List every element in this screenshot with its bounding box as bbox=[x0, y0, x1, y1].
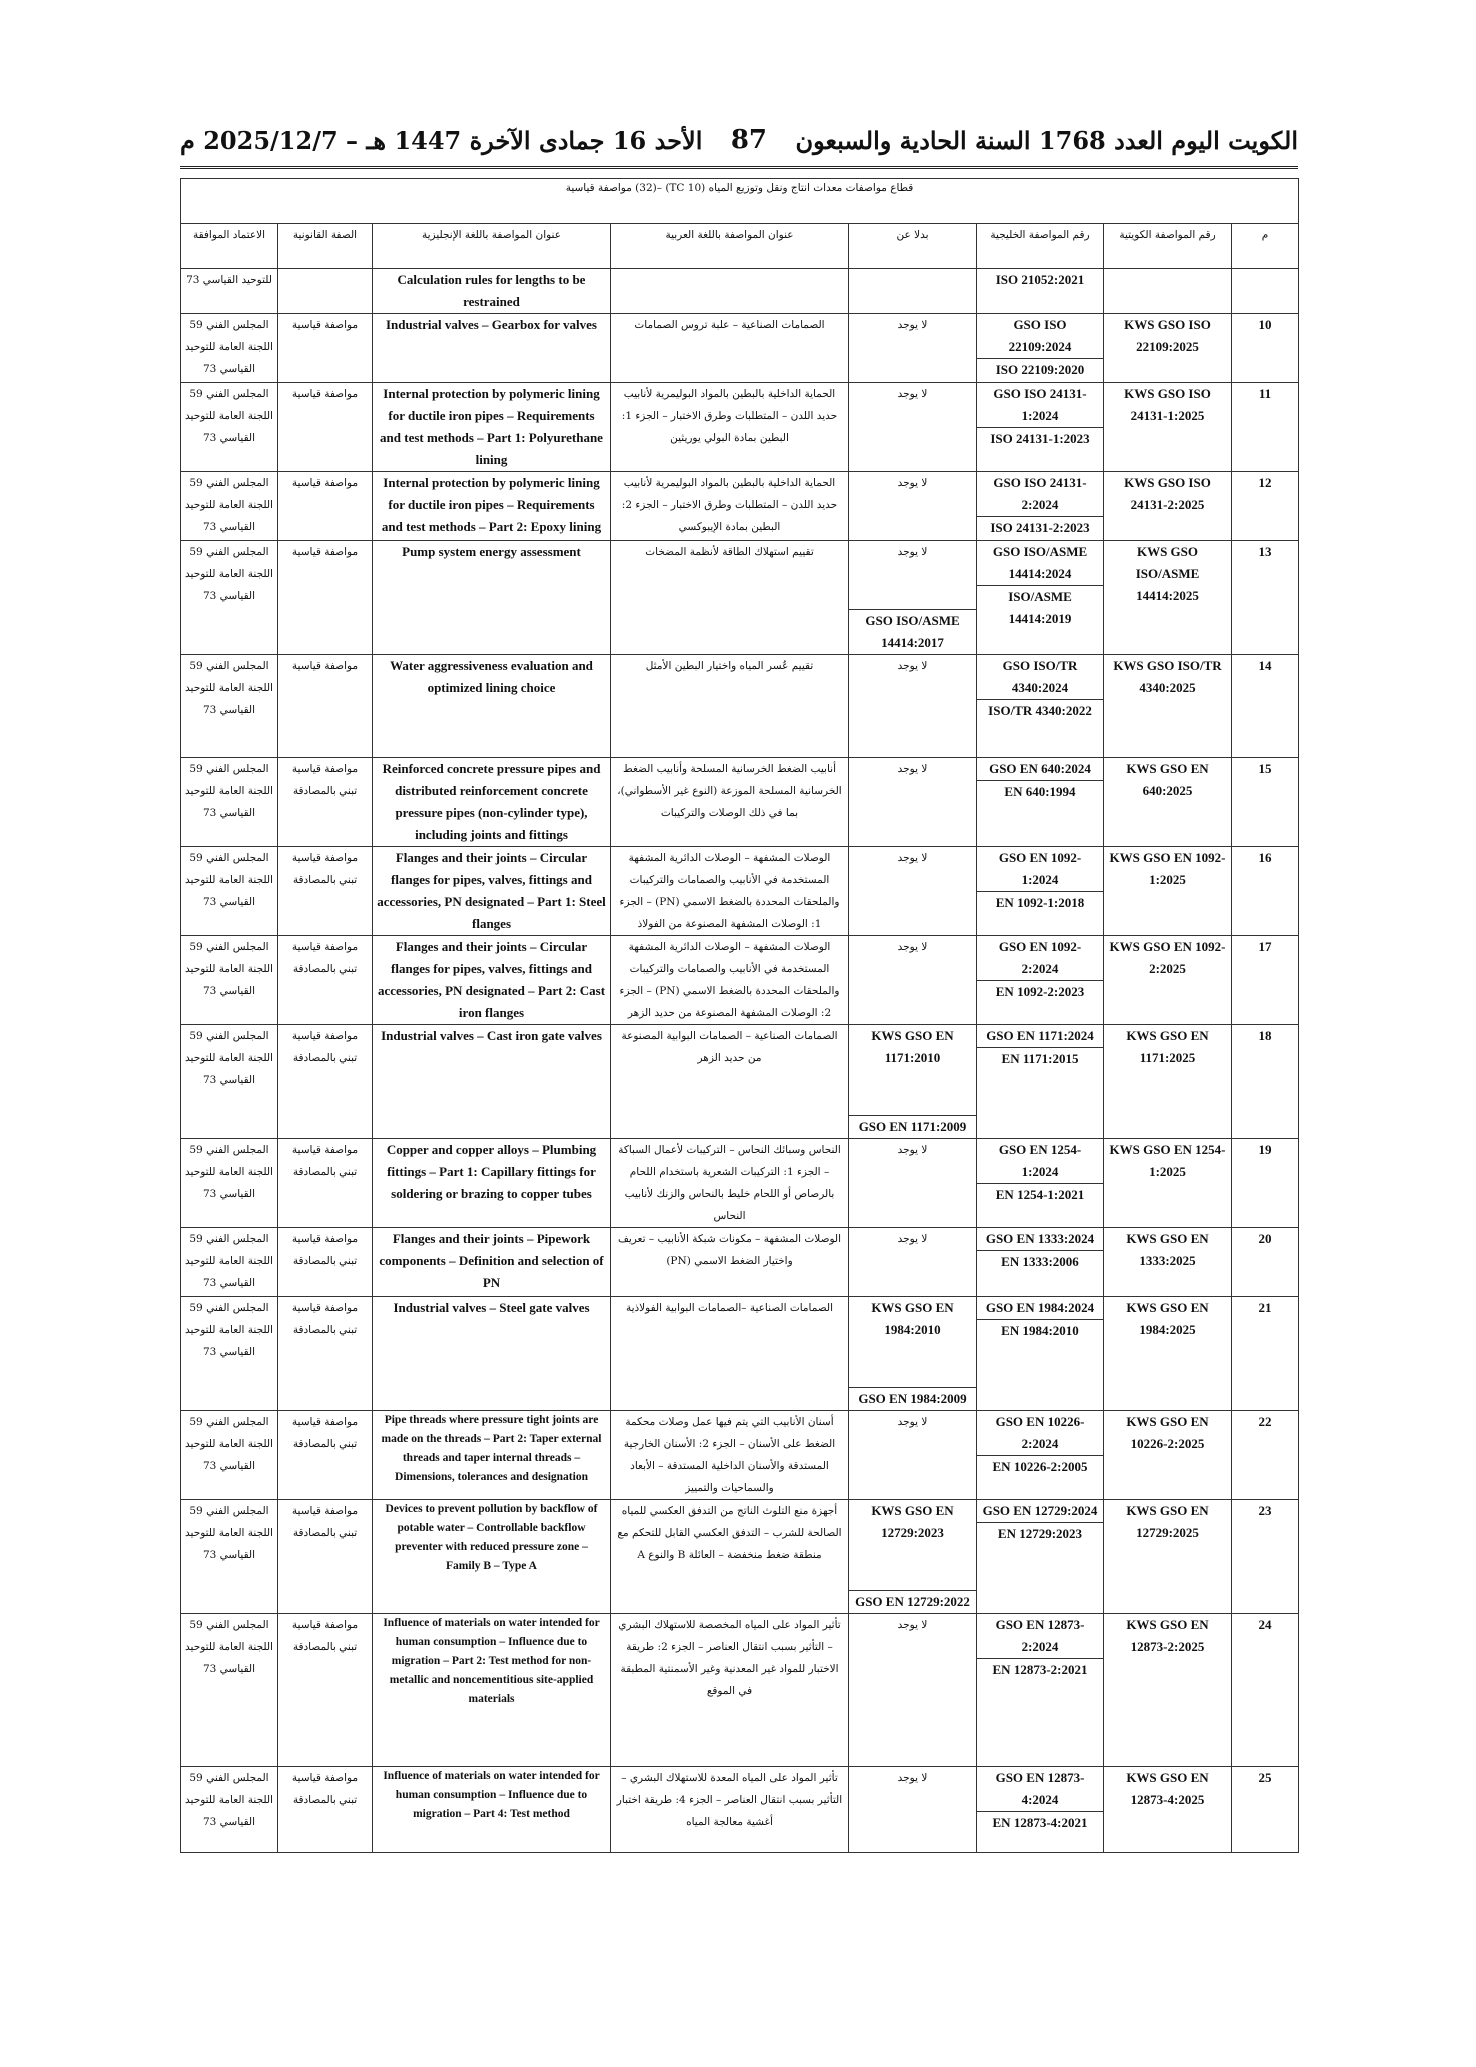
row-number: 17 bbox=[1232, 936, 1299, 1025]
replaces-item: لا يوجد bbox=[897, 1144, 928, 1156]
table-row bbox=[181, 383, 1299, 472]
legal-status: مواصفة قياسية تبني بالمصادقة bbox=[278, 847, 373, 936]
replaces-item: لا يوجد bbox=[897, 660, 928, 672]
replaces-item: لا يوجد bbox=[897, 388, 928, 400]
english-title: Reinforced concrete pressure pipes and distributed reinforcement concrete pressure pipes (non-cylinder type), including joints and fittings bbox=[373, 758, 611, 847]
arabic-title: أنابيب الضغط الخرسانية المسلحة وأنابيب الضغط الخرسانية المسلحة الموزعة (النوع غير الأسطواني)، بما في ذلك الوصلات والتركيبات bbox=[611, 758, 849, 847]
standards-table bbox=[180, 178, 1299, 1853]
col-header-ar-title: عنوان المواصفة باللغة العربية bbox=[611, 224, 849, 269]
gso-number-item: EN 1171:2015 bbox=[977, 1047, 1103, 1070]
row-number: 22 bbox=[1232, 1411, 1299, 1500]
arabic-title: تأثير المواد على المياه المخصصة للاستهلاك البشري – التأثير بسبب انتقال العناصر – الجزء 2: طريقة الاختبار للمواد غير المعدنية وغير الأسمنتية المطبقة في الموقع bbox=[611, 1614, 849, 1767]
header-rule bbox=[180, 166, 1298, 169]
table-row bbox=[181, 1297, 1299, 1411]
row-number: 10 bbox=[1232, 314, 1299, 383]
approval-body: للتوحيد القياسي 73 bbox=[181, 269, 278, 314]
col-header-en-title: عنوان المواصفة باللغة الإنجليزية bbox=[373, 224, 611, 269]
legal-status: مواصفة قياسية bbox=[278, 383, 373, 472]
gso-number-item: GSO EN 1092-2:2024 bbox=[998, 939, 1082, 976]
gso-number-item: GSO EN 1092-1:2024 bbox=[998, 850, 1082, 887]
replaces-value bbox=[849, 1767, 977, 1853]
legal-status bbox=[278, 269, 373, 314]
row-number: 13 bbox=[1232, 541, 1299, 655]
row-number: 19 bbox=[1232, 1139, 1299, 1228]
kws-number: KWS GSO ISO 24131-2:2025 bbox=[1104, 472, 1232, 541]
gso-number bbox=[977, 1614, 1104, 1767]
arabic-title: أسنان الأنابيب التي يتم فيها عمل وصلات محكمة الضغط على الأسنان – الجزء 2: الأسنان الخارجية المستدقة والأسنان الداخلية المستدقة – الأبعاد والسماحيات والتمييز bbox=[611, 1411, 849, 1500]
table-row bbox=[181, 1614, 1299, 1767]
english-title: Devices to prevent pollution by backflow of potable water – Controllable backflow preventer with reduced pressure zone – Family B – Type A bbox=[373, 1500, 611, 1614]
replaces-item: GSO EN 12729:2022 bbox=[849, 1590, 976, 1613]
approval-body: المجلس الفني 59 اللجنة العامة للتوحيد القياسي 73 bbox=[181, 655, 278, 758]
gso-number bbox=[977, 1228, 1104, 1297]
approval-body: المجلس الفني 59 اللجنة العامة للتوحيد القياسي 73 bbox=[181, 383, 278, 472]
english-title: Internal protection by polymeric lining for ductile iron pipes – Requirements and test methods – Part 2: Epoxy lining bbox=[373, 472, 611, 541]
arabic-title: الصمامات الصناعية – الصمامات البوابية المصنوعة من حديد الزهر bbox=[611, 1025, 849, 1139]
english-title: Internal protection by polymeric lining for ductile iron pipes – Requirements and test methods – Part 1: Polyurethane lining bbox=[373, 383, 611, 472]
gso-number-item: EN 12729:2023 bbox=[977, 1522, 1103, 1545]
legal-status: مواصفة قياسية bbox=[278, 541, 373, 655]
arabic-title: الوصلات المشفهة – الوصلات الدائرية المشفهة المستخدمة في الأنابيب والصمامات والتركيبات والملحقات المحددة بالضغط الاسمي (PN) – الجزء 2: الوصلات المشفهة المصنوعة من حديد الزهر bbox=[611, 936, 849, 1025]
kws-number: KWS GSO EN 1171:2025 bbox=[1104, 1025, 1232, 1139]
kws-number: KWS GSO EN 1254-1:2025 bbox=[1104, 1139, 1232, 1228]
approval-body: المجلس الفني 59 اللجنة العامة للتوحيد القياسي 73 bbox=[181, 936, 278, 1025]
row-number: 21 bbox=[1232, 1297, 1299, 1411]
row-number: 15 bbox=[1232, 758, 1299, 847]
gso-number-item: GSO EN 1333:2024 bbox=[985, 1231, 1095, 1246]
approval-body: المجلس الفني 59 اللجنة العامة للتوحيد القياسي 73 bbox=[181, 1767, 278, 1853]
col-header-approval: الاعتماد الموافقة bbox=[181, 224, 278, 269]
kws-number: KWS GSO ISO 24131-1:2025 bbox=[1104, 383, 1232, 472]
replaces-item: لا يوجد bbox=[897, 546, 928, 558]
gso-number-item: EN 1254-1:2021 bbox=[977, 1183, 1103, 1206]
gso-number-item: EN 640:1994 bbox=[977, 780, 1103, 803]
replaces-value bbox=[849, 758, 977, 847]
kws-number: KWS GSO ISO/ASME 14414:2025 bbox=[1104, 541, 1232, 655]
col-header-replaces: بدلا عن bbox=[849, 224, 977, 269]
replaces-item: KWS GSO EN 1984:2010 bbox=[871, 1300, 954, 1337]
row-number: 11 bbox=[1232, 383, 1299, 472]
replaces-value bbox=[849, 1614, 977, 1767]
replaces-item: GSO ISO/ASME 14414:2017 bbox=[849, 609, 976, 654]
legal-status: مواصفة قياسية تبني بالمصادقة bbox=[278, 758, 373, 847]
replaces-item: لا يوجد bbox=[897, 477, 928, 489]
gso-number-item: GSO EN 640:2024 bbox=[989, 761, 1091, 776]
replaces-value bbox=[849, 847, 977, 936]
arabic-title: الحماية الداخلية بالبطين بالمواد البوليمرية لأنابيب حديد اللدن – المتطلبات وطرق الاختبار – الجزء 1: البطين بمادة البولي يوريثين bbox=[611, 383, 849, 472]
english-title: Pipe threads where pressure tight joints are made on the threads – Part 2: Taper external threads and taper internal threads – Dimensions, tolerances and designation bbox=[373, 1411, 611, 1500]
row-number: 18 bbox=[1232, 1025, 1299, 1139]
english-title: Industrial valves – Cast iron gate valves bbox=[373, 1025, 611, 1139]
kws-number: KWS GSO EN 1092-1:2025 bbox=[1104, 847, 1232, 936]
approval-body: المجلس الفني 59 اللجنة العامة للتوحيد القياسي 73 bbox=[181, 1139, 278, 1228]
replaces-item: GSO EN 1171:2009 bbox=[849, 1115, 976, 1138]
gso-number bbox=[977, 655, 1104, 758]
arabic-title: أجهزة منع التلوث الناتج من التدفق العكسي للمياه الصالحة للشرب – التدفق العكسي القابل للتحكم مع منطقة ضغط منخفضة – العائلة B والنوع A bbox=[611, 1500, 849, 1614]
arabic-title bbox=[611, 269, 849, 314]
replaces-item: لا يوجد bbox=[897, 1416, 928, 1428]
gso-number bbox=[977, 1411, 1104, 1500]
kws-number: KWS GSO EN 10226-2:2025 bbox=[1104, 1411, 1232, 1500]
gso-number bbox=[977, 1297, 1104, 1411]
gso-number-item: GSO EN 12729:2024 bbox=[982, 1503, 1098, 1518]
arabic-title: تأثير المواد على المياه المعدة للاستهلاك البشري – التأثير بسبب انتقال العناصر – الجزء 4: طريقة اختبار أغشية معالجة المياه bbox=[611, 1767, 849, 1853]
gso-number-item: GSO EN 12873-2:2024 bbox=[995, 1617, 1085, 1654]
col-header-gso: رقم المواصفة الخليجية bbox=[977, 224, 1104, 269]
approval-body: المجلس الفني 59 اللجنة العامة للتوحيد القياسي 73 bbox=[181, 1500, 278, 1614]
arabic-title: الوصلات المشفهة – الوصلات الدائرية المشفهة المستخدمة في الأنابيب والصمامات والتركيبات والملحقات المحددة بالضغط الاسمي (PN) – الجزء 1: الوصلات المشفهة المصنوعة من الفولاذ bbox=[611, 847, 849, 936]
row-number: 23 bbox=[1232, 1500, 1299, 1614]
kws-number: KWS GSO ISO 22109:2025 bbox=[1104, 314, 1232, 383]
legal-status: مواصفة قياسية تبني بالمصادقة bbox=[278, 1025, 373, 1139]
table-row bbox=[181, 1767, 1299, 1853]
row-number: 25 bbox=[1232, 1767, 1299, 1853]
english-title: Influence of materials on water intended for human consumption – Influence due to migration – Part 4: Test method bbox=[373, 1767, 611, 1853]
english-title: Influence of materials on water intended for human consumption – Influence due to migration – Part 2: Test method for non-metallic and noncementitious site-applied materials bbox=[373, 1614, 611, 1767]
gso-number-item: ISO/TR 4340:2022 bbox=[977, 699, 1103, 722]
gso-number-item: ISO/ASME 14414:2019 bbox=[977, 585, 1103, 630]
legal-status: مواصفة قياسية تبني بالمصادقة bbox=[278, 1614, 373, 1767]
english-title: Copper and copper alloys – Plumbing fittings – Part 1: Capillary fittings for soldering or brazing to copper tubes bbox=[373, 1139, 611, 1228]
gso-number-item: GSO ISO 22109:2024 bbox=[1008, 317, 1072, 354]
gso-number bbox=[977, 541, 1104, 655]
legal-status: مواصفة قياسية bbox=[278, 655, 373, 758]
replaces-item: لا يوجد bbox=[897, 1772, 928, 1784]
replaces-value bbox=[849, 1139, 977, 1228]
approval-body: المجلس الفني 59 اللجنة العامة للتوحيد القياسي 73 bbox=[181, 1297, 278, 1411]
replaces-item: لا يوجد bbox=[897, 1619, 928, 1631]
replaces-item: لا يوجد bbox=[897, 763, 928, 775]
gso-number bbox=[977, 1025, 1104, 1139]
table-row bbox=[181, 758, 1299, 847]
approval-body: المجلس الفني 59 اللجنة العامة للتوحيد القياسي 73 bbox=[181, 1614, 278, 1767]
page-header bbox=[180, 120, 1298, 160]
table-row bbox=[181, 1139, 1299, 1228]
replaces-value bbox=[849, 1297, 977, 1411]
table-row bbox=[181, 269, 1299, 314]
gso-number-item: GSO ISO 24131-2:2024 bbox=[993, 475, 1087, 512]
replaces-item: لا يوجد bbox=[897, 852, 928, 864]
col-header-legal: الصفة القانونية bbox=[278, 224, 373, 269]
gso-number-item: GSO EN 1984:2024 bbox=[985, 1300, 1095, 1315]
kws-number: KWS GSO ISO/TR 4340:2025 bbox=[1104, 655, 1232, 758]
replaces-value bbox=[849, 472, 977, 541]
replaces-item: لا يوجد bbox=[897, 319, 928, 331]
approval-body: المجلس الفني 59 اللجنة العامة للتوحيد القياسي 73 bbox=[181, 1228, 278, 1297]
table-row bbox=[181, 1228, 1299, 1297]
legal-status: مواصفة قياسية تبني بالمصادقة bbox=[278, 1139, 373, 1228]
arabic-title: الصمامات الصناعية –الصمامات البوابية الفولاذية bbox=[611, 1297, 849, 1411]
kws-number: KWS GSO EN 1092-2:2025 bbox=[1104, 936, 1232, 1025]
approval-body: المجلس الفني 59 اللجنة العامة للتوحيد القياسي 73 bbox=[181, 1025, 278, 1139]
table-row bbox=[181, 472, 1299, 541]
arabic-title: النحاس وسبائك النحاس – التركيبات لأعمال السباكة – الجزء 1: التركيبات الشعرية باستخدام اللحام بالرصاص أو اللحام خليط بالنحاس والزنك لأنابيب النحاس bbox=[611, 1139, 849, 1228]
gso-number-item: EN 1092-2:2023 bbox=[977, 980, 1103, 1003]
approval-body: المجلس الفني 59 اللجنة العامة للتوحيد القياسي 73 bbox=[181, 541, 278, 655]
english-title: Flanges and their joints – Circular flanges for pipes, valves, fittings and accessories, PN designated – Part 2: Cast iron flanges bbox=[373, 936, 611, 1025]
replaces-value bbox=[849, 936, 977, 1025]
table-row bbox=[181, 1025, 1299, 1139]
gso-number-item: EN 1333:2006 bbox=[977, 1250, 1103, 1273]
header-issue: الكويت اليوم العدد 1768 السنة الحادية والسبعون bbox=[795, 125, 1298, 155]
gso-number bbox=[977, 936, 1104, 1025]
arabic-title: الصمامات الصناعية – علبة تروس الصمامات bbox=[611, 314, 849, 383]
gso-number bbox=[977, 1139, 1104, 1228]
table-row bbox=[181, 655, 1299, 758]
row-number bbox=[1232, 269, 1299, 314]
english-title: Flanges and their joints – Circular flanges for pipes, valves, fittings and accessories, PN designated – Part 1: Steel flanges bbox=[373, 847, 611, 936]
row-number: 24 bbox=[1232, 1614, 1299, 1767]
gso-number bbox=[977, 314, 1104, 383]
arabic-title: تقييم استهلاك الطاقة لأنظمة المضخات bbox=[611, 541, 849, 655]
gso-number-item: ISO 24131-1:2023 bbox=[977, 427, 1103, 450]
kws-number bbox=[1104, 269, 1232, 314]
replaces-item: KWS GSO EN 1171:2010 bbox=[871, 1028, 954, 1065]
gso-number bbox=[977, 847, 1104, 936]
gso-number bbox=[977, 1500, 1104, 1614]
kws-number: KWS GSO EN 640:2025 bbox=[1104, 758, 1232, 847]
table-header-row bbox=[181, 224, 1299, 269]
table-row bbox=[181, 1411, 1299, 1500]
legal-status: مواصفة قياسية bbox=[278, 314, 373, 383]
replaces-item: KWS GSO EN 12729:2023 bbox=[871, 1503, 954, 1540]
col-header-m: م bbox=[1232, 224, 1299, 269]
page-number: 87 bbox=[730, 125, 768, 155]
table-row bbox=[181, 541, 1299, 655]
table-row bbox=[181, 1500, 1299, 1614]
kws-number: KWS GSO EN 1333:2025 bbox=[1104, 1228, 1232, 1297]
table-row bbox=[181, 314, 1299, 383]
gso-number bbox=[977, 1767, 1104, 1853]
gso-number-item: GSO ISO 24131-1:2024 bbox=[993, 386, 1087, 423]
approval-body: المجلس الفني 59 اللجنة العامة للتوحيد القياسي 73 bbox=[181, 314, 278, 383]
replaces-value bbox=[849, 1228, 977, 1297]
legal-status: مواصفة قياسية تبني بالمصادقة bbox=[278, 936, 373, 1025]
approval-body: المجلس الفني 59 اللجنة العامة للتوحيد القياسي 73 bbox=[181, 1411, 278, 1500]
arabic-title: تقييم عُسر المياه واختيار البطين الأمثل bbox=[611, 655, 849, 758]
english-title: Water aggressiveness evaluation and optimized lining choice bbox=[373, 655, 611, 758]
gso-number-item: ISO 24131-2:2023 bbox=[977, 516, 1103, 539]
gso-number-item: GSO EN 1171:2024 bbox=[986, 1028, 1094, 1043]
replaces-item: لا يوجد bbox=[897, 941, 928, 953]
gso-number-item: GSO EN 10226-2:2024 bbox=[995, 1414, 1085, 1451]
gso-number bbox=[977, 269, 1104, 314]
english-title: Calculation rules for lengths to be restrained bbox=[373, 269, 611, 314]
table-row bbox=[181, 936, 1299, 1025]
replaces-value bbox=[849, 1411, 977, 1500]
gso-number-item: GSO EN 1254-1:2024 bbox=[998, 1142, 1082, 1179]
kws-number: KWS GSO EN 1984:2025 bbox=[1104, 1297, 1232, 1411]
kws-number: KWS GSO EN 12873-2:2025 bbox=[1104, 1614, 1232, 1767]
kws-number: KWS GSO EN 12729:2025 bbox=[1104, 1500, 1232, 1614]
gso-number-item: ISO 22109:2020 bbox=[977, 358, 1103, 381]
gso-number-item: GSO ISO/TR 4340:2024 bbox=[1002, 658, 1078, 695]
gso-number-item: GSO EN 12873-4:2024 bbox=[995, 1770, 1085, 1807]
row-number: 14 bbox=[1232, 655, 1299, 758]
row-number: 16 bbox=[1232, 847, 1299, 936]
kws-number: KWS GSO EN 12873-4:2025 bbox=[1104, 1767, 1232, 1853]
replaces-value bbox=[849, 383, 977, 472]
english-title: Flanges and their joints – Pipework components – Definition and selection of PN bbox=[373, 1228, 611, 1297]
english-title: Industrial valves – Gearbox for valves bbox=[373, 314, 611, 383]
legal-status: مواصفة قياسية تبني بالمصادقة bbox=[278, 1767, 373, 1853]
arabic-title: الحماية الداخلية بالبطين بالمواد البوليمرية لأنابيب حديد اللدن – المتطلبات وطرق الاختبار – الجزء 2: البطين بمادة الإيبوكسي bbox=[611, 472, 849, 541]
gso-number-item: ISO 21052:2021 bbox=[995, 272, 1085, 287]
gso-number bbox=[977, 758, 1104, 847]
gso-number-item: EN 1984:2010 bbox=[977, 1319, 1103, 1342]
table-caption: قطاع مواصفات معدات انتاج ونقل وتوزيع المياه (TC 10) –(32) مواصفة قياسية bbox=[181, 179, 1299, 224]
gso-number-item: EN 12873-4:2021 bbox=[977, 1811, 1103, 1834]
replaces-item: GSO EN 1984:2009 bbox=[849, 1387, 976, 1410]
replaces-value bbox=[849, 269, 977, 314]
table-row bbox=[181, 847, 1299, 936]
gso-number-item: GSO ISO/ASME 14414:2024 bbox=[992, 544, 1088, 581]
gso-number bbox=[977, 472, 1104, 541]
legal-status: مواصفة قياسية bbox=[278, 472, 373, 541]
legal-status: مواصفة قياسية تبني بالمصادقة bbox=[278, 1411, 373, 1500]
legal-status: مواصفة قياسية تبني بالمصادقة bbox=[278, 1297, 373, 1411]
approval-body: المجلس الفني 59 اللجنة العامة للتوحيد القياسي 73 bbox=[181, 472, 278, 541]
row-number: 20 bbox=[1232, 1228, 1299, 1297]
english-title: Pump system energy assessment bbox=[373, 541, 611, 655]
header-date: الأحد 16 جمادى الآخرة 1447 هـ – 2025/12/7 م bbox=[180, 125, 703, 155]
replaces-value bbox=[849, 314, 977, 383]
arabic-title: الوصلات المشفهة – مكونات شبكة الأنابيب – تعريف واختيار الضغط الاسمي (PN) bbox=[611, 1228, 849, 1297]
replaces-value bbox=[849, 541, 977, 655]
replaces-value bbox=[849, 1500, 977, 1614]
english-title: Industrial valves – Steel gate valves bbox=[373, 1297, 611, 1411]
replaces-value bbox=[849, 1025, 977, 1139]
approval-body: المجلس الفني 59 اللجنة العامة للتوحيد القياسي 73 bbox=[181, 847, 278, 936]
approval-body: المجلس الفني 59 اللجنة العامة للتوحيد القياسي 73 bbox=[181, 758, 278, 847]
row-number: 12 bbox=[1232, 472, 1299, 541]
gso-number bbox=[977, 383, 1104, 472]
gso-number-item: EN 1092-1:2018 bbox=[977, 891, 1103, 914]
replaces-value bbox=[849, 655, 977, 758]
gso-number-item: EN 10226-2:2005 bbox=[977, 1455, 1103, 1478]
gso-number-item: EN 12873-2:2021 bbox=[977, 1658, 1103, 1681]
col-header-kws: رقم المواصفة الكويتية bbox=[1104, 224, 1232, 269]
legal-status: مواصفة قياسية تبني بالمصادقة bbox=[278, 1500, 373, 1614]
replaces-item: لا يوجد bbox=[897, 1233, 928, 1245]
legal-status: مواصفة قياسية تبني بالمصادقة bbox=[278, 1228, 373, 1297]
